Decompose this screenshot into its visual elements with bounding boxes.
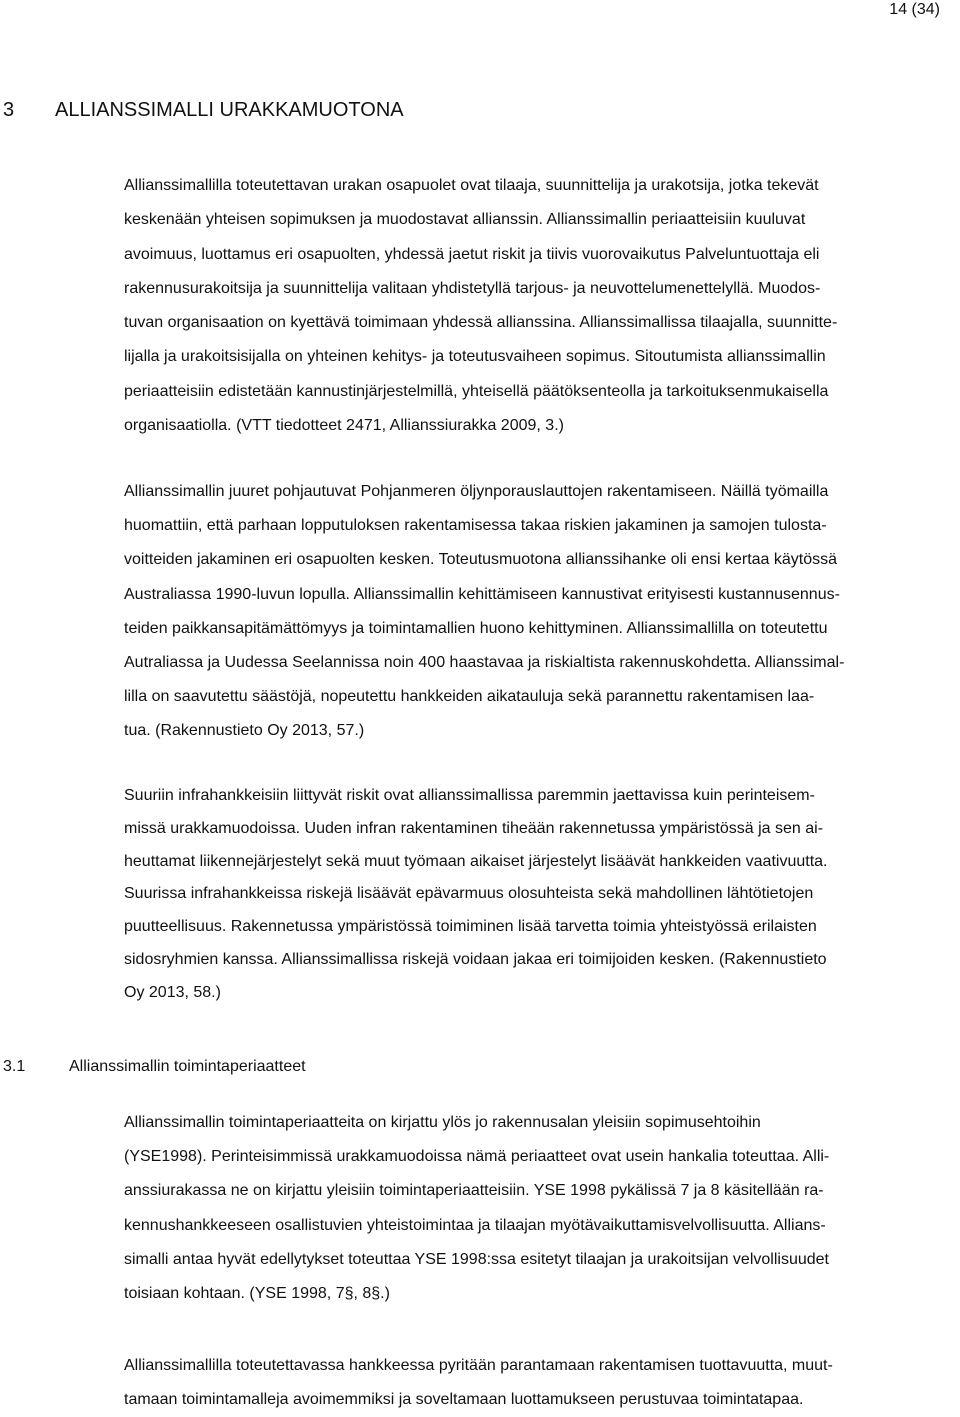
paragraph-line: tuvan organisaation on kyettävä toimimaan yhdessä allianssina. Allianssimallissa tilaajalla, suunnitte-: [124, 314, 838, 332]
chapter-title: ALLIANSSIMALLI URAKKAMUOTONA: [55, 99, 404, 121]
paragraph-line: rakennusurakoitsija ja suunnittelija valitaan yhdistetyllä tarjous- ja neuvottelumenettelyllä. Muodos-: [124, 279, 821, 297]
paragraph-line: missä urakkamuodoissa. Uuden infran rakentaminen tiheään rakennetussa ympäristössä ja sen ai-: [124, 819, 824, 837]
paragraph-line: simalli antaa hyvät edellytykset toteuttaa YSE 1998:ssa esitetyt tilaajan ja urakoitsijan velvollisuudet: [124, 1250, 829, 1268]
paragraph-line: voitteiden jakaminen eri osapuolten kesken. Toteutusmuotona allianssihanke oli ensi kertaa käytössä: [124, 551, 838, 569]
paragraph-line: anssiurakassa ne on kirjattu yleisiin toimintaperiaatteisiin. YSE 1998 pykälissä 7 ja 8 käsitellään ra-: [124, 1182, 824, 1200]
paragraph-line: teiden paikkansapitämättömyys ja toimintamallien huono kehittyminen. Allianssimallilla on toteutettu: [124, 619, 828, 637]
paragraph-line: Suuriin infrahankkeisiin liittyvät riskit ovat allianssimallissa paremmin jaettavissa kuin perinteisem-: [124, 787, 815, 804]
section-heading: [3, 1056, 306, 1078]
paragraph-line: kennushankkeeseen osallistuvien yhteistoimintaa ja tilaajan myötävaikuttamisvelvollisuutta. Allians-: [124, 1216, 826, 1234]
paragraph-line: puutteellisuus. Rakennetussa ympäristössä toimiminen lisää tarvetta toimia yhteistyössä erilaisten: [124, 918, 817, 936]
paragraph-line: lijalla ja urakoitsisijalla on yhteinen kehitys- ja toteutusvaiheen sopimus. Sitoutumista allianssimallin: [124, 348, 826, 366]
section-number: 3.1: [3, 1058, 26, 1075]
paragraph-line: Allianssimallilla toteutettavassa hankkeessa pyritään parantamaan rakentamisen tuottavuutta, muut-: [124, 1357, 833, 1374]
paragraph-line: Suurissa infrahankkeissa riskejä lisäävät epävarmuus olosuhteista sekä mahdollinen lähtötietojen: [124, 885, 814, 903]
chapter-number: 3: [3, 99, 15, 121]
chapter-heading: [3, 98, 404, 122]
paragraph-line: avoimuus, luottamus eri osapuolten, yhdessä jaetut riskit ja tiivis vuorovaikutus Palveluntuottaja eli: [124, 245, 820, 263]
paragraph-line: Oy 2013, 58.): [124, 983, 221, 1001]
paragraph-line: periaatteisiin edistetään kannustinjärjestelmillä, yhteisellä päätöksenteolla ja tarkoituksenmukaisella: [124, 382, 829, 400]
paragraph-line: (YSE1998). Perinteisimmissä urakkamuodoissa nämä periaatteet ovat usein hankalia toteuttaa. Alli-: [124, 1148, 830, 1166]
paragraph-line: Allianssimallin toimintaperiaatteita on kirjattu ylös jo rakennusalan yleisiin sopimusehtoihin: [124, 1114, 761, 1131]
paragraph-line: lilla on saavutettu säästöjä, nopeutettu hankkeiden aikatauluja sekä parannettu rakentamisen laa-: [124, 688, 815, 706]
paragraph-line: toisiaan kohtaan. (YSE 1998, 7§, 8§.): [124, 1285, 390, 1303]
paragraph-line: Autraliassa ja Uudessa Seelannissa noin 400 haastavaa ja riskialtista rakennuskohdetta. Allianssimal-: [124, 654, 845, 672]
section-paragraph-2: [124, 1349, 944, 1417]
section-paragraph-1: [124, 1106, 944, 1311]
paragraph-line: tamaan toimintamalleja avoimemmiksi ja soveltamaan luottamukseen perustuvaa toimintatapaa.: [124, 1391, 804, 1409]
paragraph-2: [124, 475, 944, 749]
paragraph-line: keskenään yhteisen sopimuksen ja muodostavat allianssin. Allianssimallin periaatteisiin kuuluvat: [124, 211, 806, 229]
section-title: Allianssimallin toimintaperiaatteet: [69, 1058, 306, 1075]
paragraph-line: Allianssimallin juuret pohjautuvat Pohjanmeren öljynporauslauttojen rakentamiseen. Näillä työmailla: [124, 483, 829, 500]
paragraph-line: huomattiin, että parhaan lopputuloksen rakentamisessa takaa riskien jakaminen ja samojen tulosta-: [124, 517, 827, 535]
paragraph-line: heuttamat liikennejärjestelyt sekä muut työmaan aikaiset järjestelyt lisäävät hankkeiden vaativuutta.: [124, 852, 828, 870]
paragraph-line: Allianssimallilla toteutettavan urakan osapuolet ovat tilaaja, suunnittelija ja urakotsija, jotka tekevät: [124, 177, 819, 194]
page-number: 14 (34): [889, 1, 940, 18]
paragraph-line: Australiassa 1990-luvun lopulla. Allianssimallin kehittämiseen kannustivat erityisesti kustannusennus-: [124, 585, 840, 603]
paragraph-line: organisaatiolla. (VTT tiedotteet 2471, Allianssiurakka 2009, 3.): [124, 417, 564, 435]
paragraph-line: sidosryhmien kanssa. Allianssimallissa riskejä voidaan jakaa eri toimijoiden kesken. (Rakennustieto: [124, 950, 827, 968]
paragraph-3: [124, 780, 944, 1010]
paragraph-line: tua. (Rakennustieto Oy 2013, 57.): [124, 722, 365, 740]
paragraph-1: [124, 169, 944, 443]
